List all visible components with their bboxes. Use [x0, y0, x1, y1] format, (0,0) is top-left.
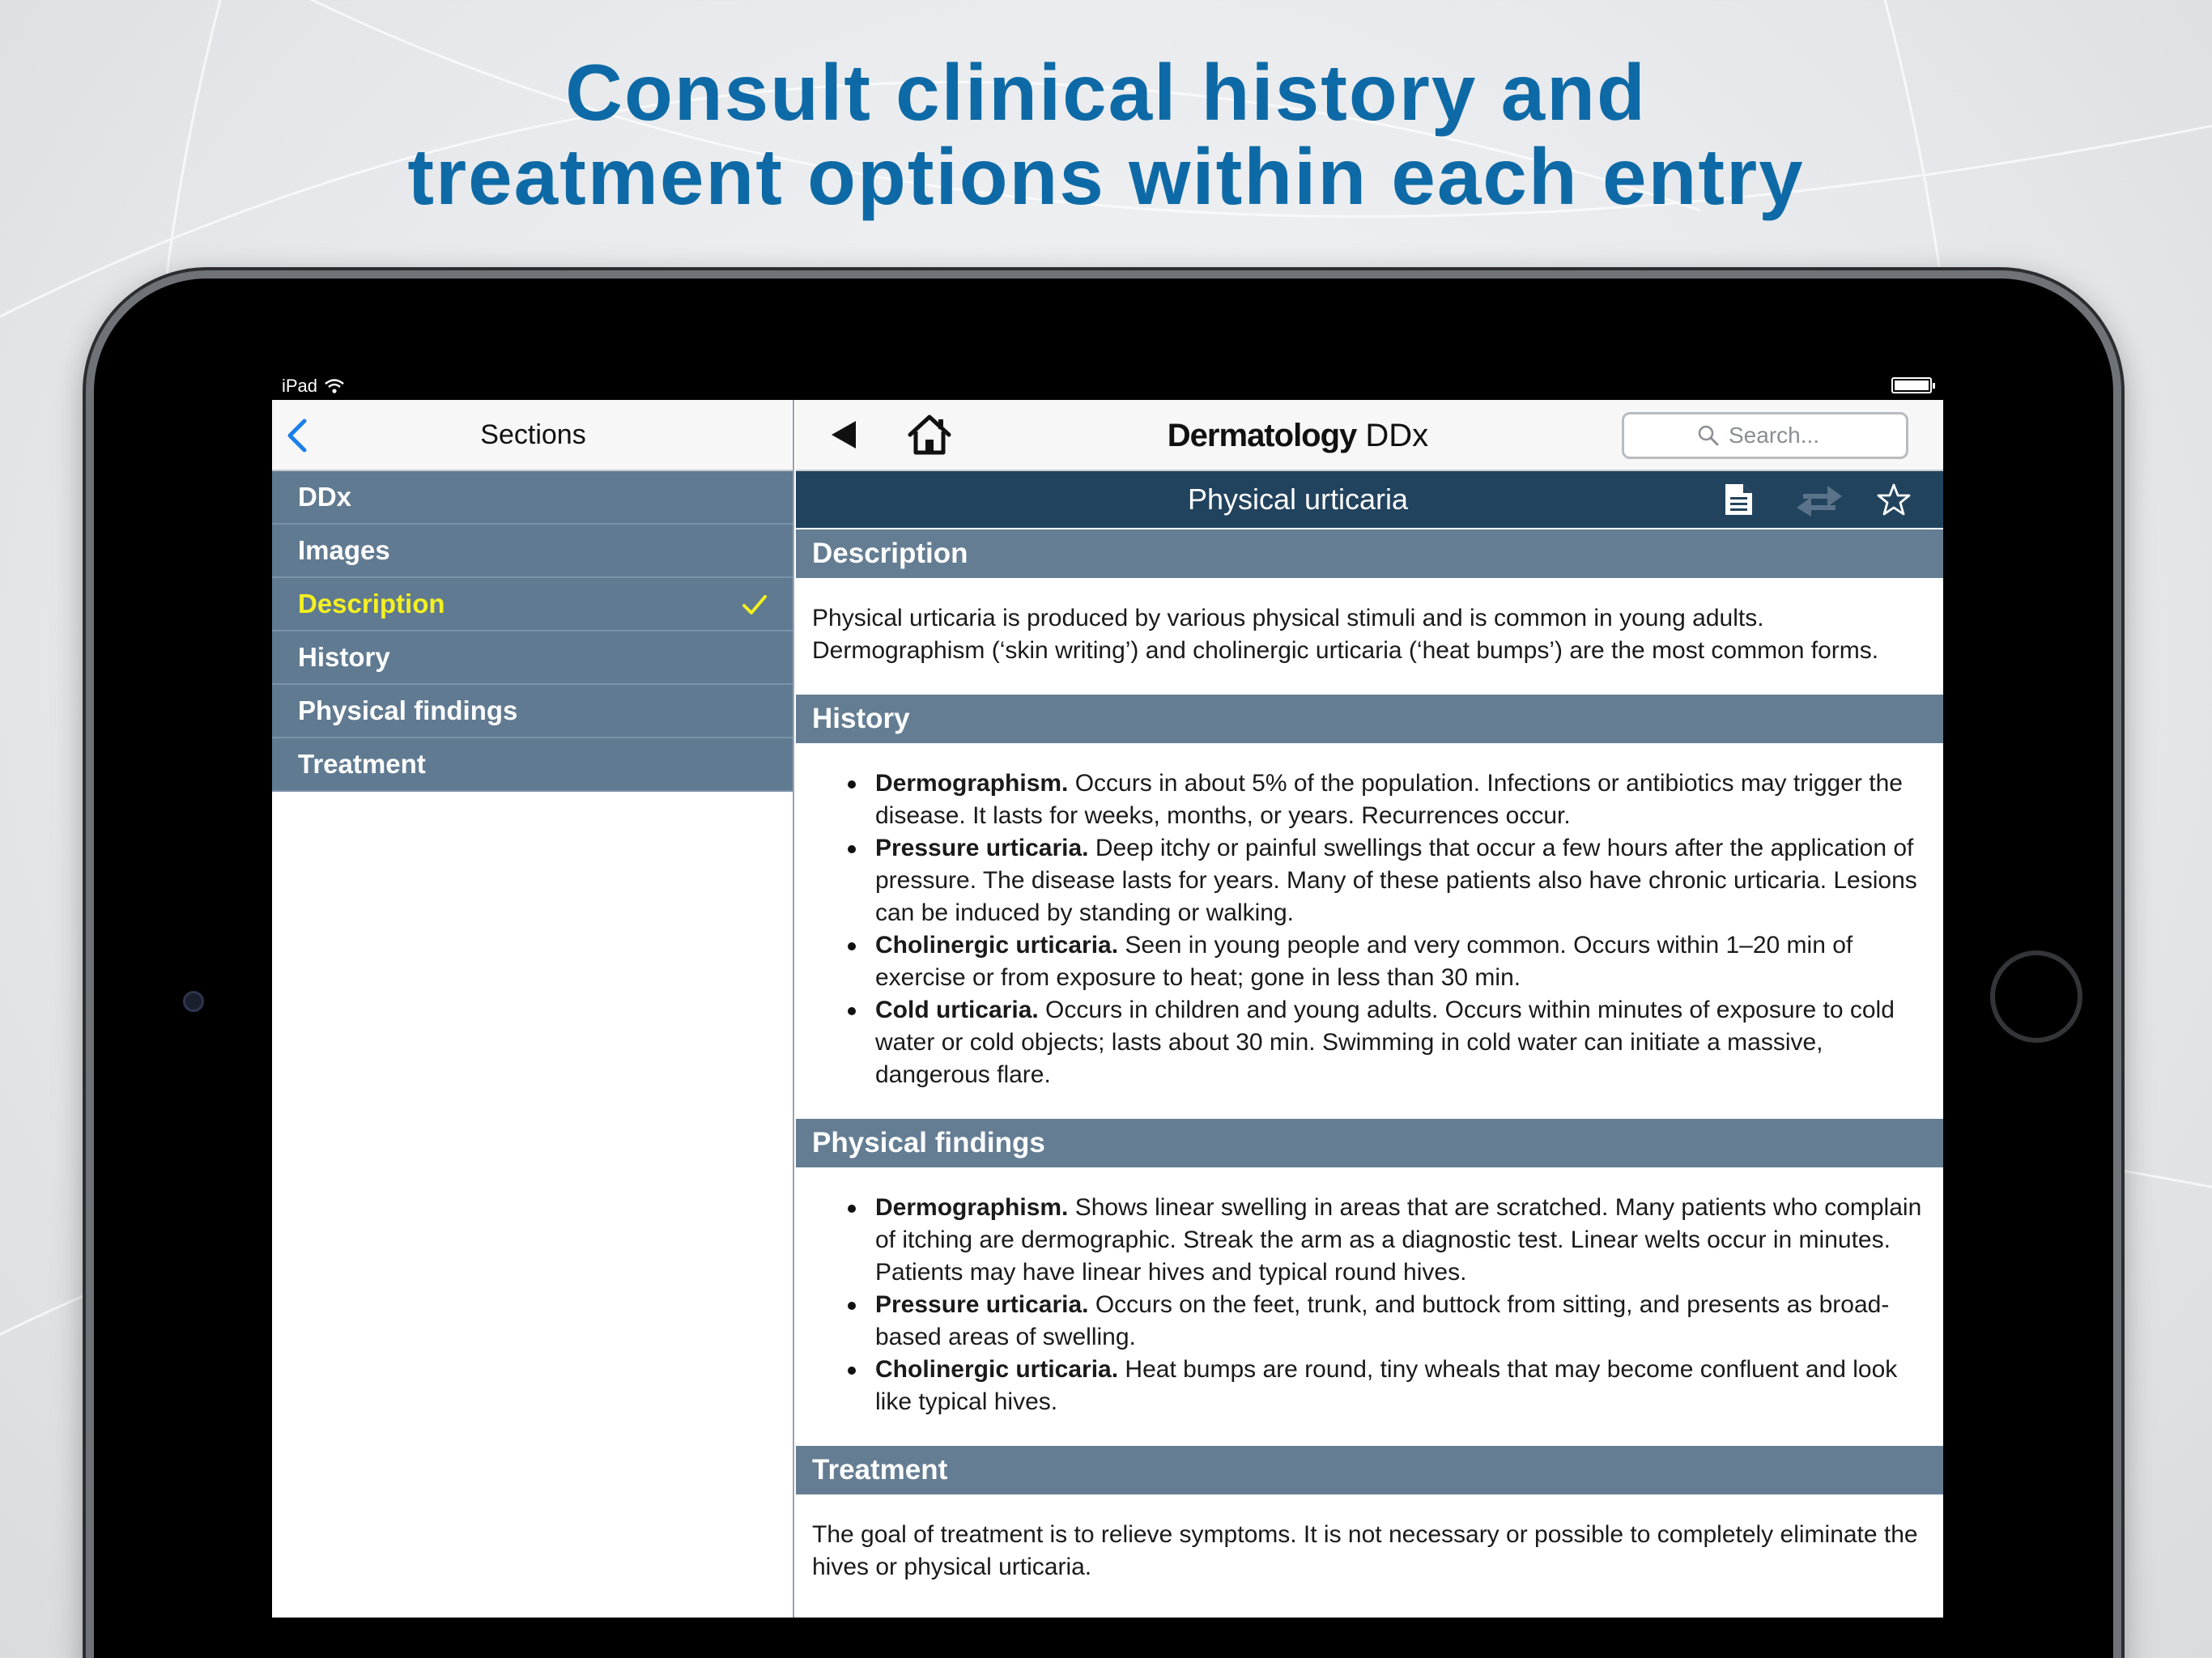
- history-list: [812, 767, 1927, 1091]
- entry-main: [796, 400, 1943, 1618]
- sections-sidebar: [272, 400, 794, 1618]
- sidebar-title: Sections: [480, 419, 586, 450]
- sidebar-item-label: Physical findings: [298, 695, 518, 725]
- section-header-physical-findings: Physical findings: [796, 1119, 1943, 1167]
- carrier-label: iPad: [282, 376, 318, 396]
- section-body-description: [796, 578, 1943, 695]
- status-bar: [272, 371, 1943, 400]
- sidebar-item-description[interactable]: [272, 578, 793, 631]
- sidebar-item-label: Treatment: [298, 749, 426, 779]
- sidebar-item-physical-findings[interactable]: [272, 685, 793, 738]
- description-text: Physical urticaria is produced by various physical stimuli and is common in young adults. Dermographism (‘skin writing’) and cholinergic urticaria (‘heat bumps’) are the most common forms.: [812, 605, 1879, 664]
- sidebar-item-label: History: [298, 642, 390, 672]
- headline-line-1: Consult clinical history and: [565, 48, 1647, 137]
- section-header-treatment: Treatment: [796, 1446, 1943, 1494]
- sidebar-header: [272, 400, 793, 471]
- section-body-physical-findings: [796, 1167, 1943, 1446]
- checkmark-icon: [741, 593, 768, 617]
- list-item: Dermographism. Shows linear swelling in areas that are scratched. Many patients who complain of itching are dermographic. Streak the arm as a diagnostic test. Linear welts occur in minutes. Patients may have linear hives and typical round hives.: [875, 1192, 1927, 1289]
- brand-light: DDx: [1356, 418, 1429, 453]
- section-header-history: History: [796, 695, 1943, 743]
- sidebar-item-label: Description: [298, 589, 445, 619]
- list-item: Pressure urticaria. Deep itchy or painful swellings that occur a few hours after the application of pressure. The disease lasts for years. Many of these patients also have chronic urticaria. Lesions can be induced by standing or walking.: [875, 832, 1927, 929]
- sidebar-item-label: DDx: [298, 482, 352, 512]
- sidebar-item-history[interactable]: [272, 631, 793, 685]
- status-carrier: [282, 376, 345, 397]
- entry-title-bar: [796, 471, 1943, 528]
- list-item: Pressure urticaria. Occurs on the feet, trunk, and buttock from sitting, and presents as broad-based areas of swelling.: [875, 1289, 1927, 1354]
- section-header-description: Description: [796, 529, 1943, 578]
- battery-icon: [1891, 377, 1932, 393]
- sections-list: [272, 471, 793, 792]
- section-body-treatment: [796, 1494, 1943, 1611]
- entry-title: Physical urticaria: [1187, 483, 1409, 516]
- document-icon[interactable]: [1723, 483, 1754, 517]
- treatment-text: The goal of treatment is to relieve symptoms. It is not necessary or possible to completely eliminate the hives or physical urticaria.: [812, 1521, 1918, 1580]
- top-toolbar: [796, 400, 1943, 471]
- sidebar-item-images[interactable]: [272, 525, 793, 578]
- search-box[interactable]: [1622, 412, 1908, 459]
- magnifier-icon: [1698, 425, 1719, 446]
- sidebar-item-ddx[interactable]: [272, 471, 793, 525]
- section-body-history: [796, 743, 1943, 1119]
- list-item: Cholinergic urticaria. Seen in young people and very common. Occurs within 1–20 min of exercise or from exposure to heat; gone in less than 30 min.: [875, 929, 1927, 994]
- sidebar-item-treatment[interactable]: [272, 738, 793, 792]
- home-hardware-button[interactable]: [1990, 950, 2082, 1043]
- search-input[interactable]: [1729, 423, 1832, 449]
- physical-findings-list: [812, 1192, 1927, 1418]
- ipad-screen: [272, 371, 1943, 1618]
- sidebar-item-label: Images: [298, 535, 390, 565]
- swap-arrows-icon[interactable]: [1795, 483, 1844, 517]
- wifi-icon: [324, 378, 345, 394]
- headline: [0, 50, 2212, 219]
- star-icon[interactable]: [1877, 483, 1911, 517]
- entry-content: [796, 529, 1943, 1618]
- list-item: Cholinergic urticaria. Heat bumps are round, tiny wheals that may become confluent and look like typical hives.: [875, 1354, 1927, 1418]
- list-item: Dermographism. Occurs in about 5% of the population. Infections or antibiotics may trigger the disease. It lasts for weeks, months, or years. Recurrences occur.: [875, 767, 1927, 832]
- camera: [183, 991, 204, 1012]
- headline-line-2: treatment options within each entry: [407, 132, 1805, 221]
- list-item: Cold urticaria. Occurs in children and young adults. Occurs within minutes of exposure to cold water or cold objects; lasts about 30 min. Swimming in cold water can initiate a massive, dangerous flare.: [875, 994, 1927, 1091]
- brand-bold: Dermatology: [1167, 418, 1357, 453]
